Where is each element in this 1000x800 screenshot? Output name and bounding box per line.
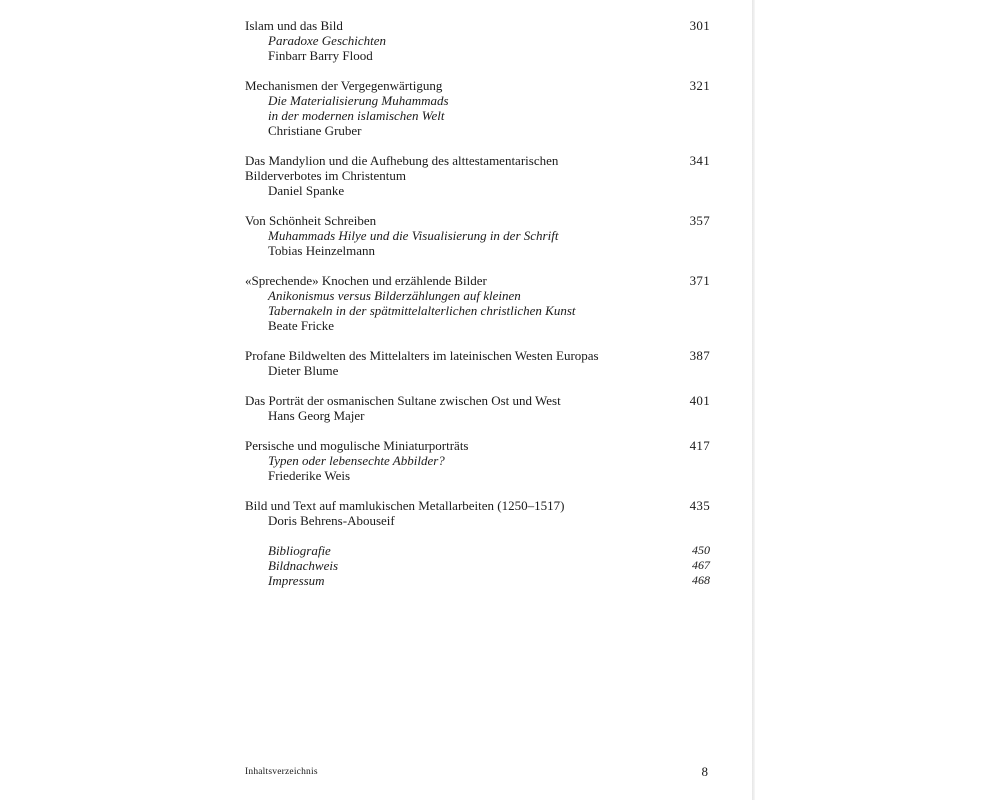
toc-entry-title: Profane Bildwelten des Mittelalters im lateinischen Westen Europas (245, 348, 599, 363)
toc-entry-title: Bilderverbotes im Christentum (245, 168, 407, 183)
page-edge-shadow (752, 0, 755, 800)
toc-entry-subtitle: Muhammads Hilye und die Visualisierung in der Schrift (268, 228, 559, 243)
toc-entry[interactable] (245, 438, 710, 483)
toc-entry[interactable] (245, 78, 710, 138)
toc-entry-title: Von Schönheit Schreiben (245, 213, 377, 228)
table-of-contents (245, 18, 710, 588)
toc-entry-page-number: 357 (689, 213, 710, 228)
toc-entry-title: Islam und das Bild (245, 18, 343, 33)
toc-entry-page-number: 401 (689, 393, 710, 408)
toc-entry-page-number: 301 (689, 18, 710, 33)
toc-entry-author: Friederike Weis (268, 468, 351, 483)
backmatter-label: Bibliografie (268, 543, 331, 558)
toc-entry-subtitle: Anikonismus versus Bilderzählungen auf kleinen (268, 288, 521, 303)
toc-entry-subtitle: Die Materialisierung Muhammads (268, 93, 449, 108)
toc-entry[interactable] (245, 393, 710, 423)
toc-entry-subtitle: Paradoxe Geschichten (268, 33, 387, 48)
toc-entry-page-number: 371 (689, 273, 710, 288)
backmatter-list (245, 543, 710, 588)
toc-entry-author: Tobias Heinzelmann (268, 243, 376, 258)
toc-entry-page-number: 387 (689, 348, 710, 363)
backmatter-item[interactable] (245, 573, 710, 588)
backmatter-label: Impressum (268, 573, 325, 588)
toc-entry-title: Bild und Text auf mamlukischen Metallarbeiten (1250–1517) (245, 498, 565, 513)
running-footer-label: Inhaltsverzeichnis (245, 767, 318, 777)
toc-entry-author: Beate Fricke (268, 318, 335, 333)
toc-entry-title: Mechanismen der Vergegenwärtigung (245, 78, 443, 93)
toc-entry-subtitle: Tabernakeln in der spätmittelalterlichen christlichen Kunst (268, 303, 576, 318)
toc-entry-author: Finbarr Barry Flood (268, 48, 373, 63)
page-number: 8 (701, 764, 708, 779)
backmatter-page-number: 450 (692, 543, 710, 557)
toc-entry-subtitle: Typen oder lebensechte Abbilder? (268, 453, 445, 468)
backmatter-item[interactable] (245, 543, 710, 558)
toc-entry-title: Das Porträt der osmanischen Sultane zwischen Ost und West (245, 393, 561, 408)
backmatter-page-number: 467 (692, 558, 710, 572)
toc-entry[interactable] (245, 213, 710, 258)
backmatter-label: Bildnachweis (268, 558, 339, 573)
toc-entry[interactable] (245, 273, 710, 333)
toc-entry-title: Persische und mogulische Miniaturporträts (245, 438, 469, 453)
toc-entry-page-number: 435 (689, 498, 710, 513)
toc-entry[interactable] (245, 153, 710, 198)
toc-entry-page-number: 321 (689, 78, 710, 93)
toc-entry[interactable] (245, 348, 710, 378)
toc-entry-author: Christiane Gruber (268, 123, 362, 138)
toc-entry-page-number: 417 (689, 438, 710, 453)
toc-entry-author: Daniel Spanke (268, 183, 345, 198)
toc-entry-author: Doris Behrens-Abouseif (268, 513, 395, 528)
toc-entry-author: Hans Georg Majer (268, 408, 365, 423)
toc-entry-title: «Sprechende» Knochen und erzählende Bilder (245, 273, 487, 288)
toc-entry-subtitle: in der modernen islamischen Welt (268, 108, 445, 123)
toc-entry[interactable] (245, 18, 710, 63)
toc-entry-author: Dieter Blume (268, 363, 339, 378)
backmatter-page-number: 468 (692, 573, 710, 587)
toc-entry[interactable] (245, 498, 710, 528)
toc-entry-page-number: 341 (689, 153, 710, 168)
backmatter-item[interactable] (245, 558, 710, 573)
toc-entry-title: Das Mandylion und die Aufhebung des alttestamentarischen (245, 153, 559, 168)
